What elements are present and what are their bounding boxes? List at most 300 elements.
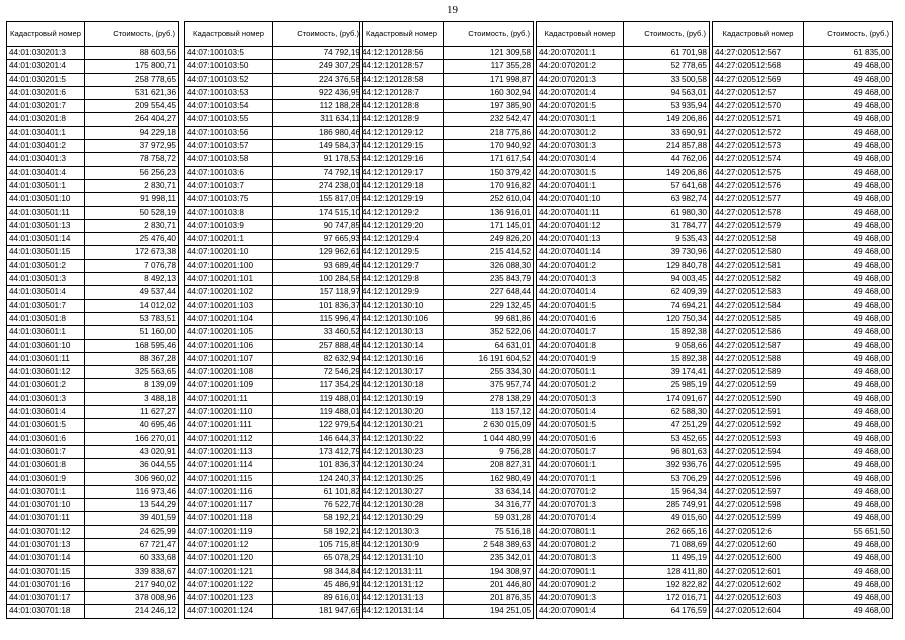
cadastral-number-cell: 44:12:120128:57 — [360, 60, 444, 73]
table-row — [185, 432, 363, 445]
cost-cell: 115 996,47 — [273, 312, 363, 325]
cadastral-number-cell: 44:20:070401:13 — [537, 233, 624, 246]
cadastral-number-cell: 44:12:120130:23 — [360, 445, 444, 458]
cadastral-number-cell: 44:12:120129:17 — [360, 166, 444, 179]
table-row — [7, 366, 179, 379]
cadastral-number-cell: 44:07:100201:118 — [185, 512, 273, 525]
table-row — [185, 259, 363, 272]
table-row — [537, 459, 710, 472]
table-row — [185, 499, 363, 512]
cost-cell: 149 584,37 — [273, 140, 363, 153]
cadastral-number-cell: 44:27:020512:596 — [713, 472, 804, 485]
cost-cell: 49 468,00 — [804, 179, 893, 192]
cadastral-number-cell: 44:12:120129:8 — [360, 273, 444, 286]
cost-cell: 378 008,96 — [85, 592, 179, 605]
table-row — [537, 552, 710, 565]
cadastral-number-cell: 44:01:030201:6 — [7, 86, 85, 99]
table-row — [713, 312, 893, 325]
cadastral-number-cell: 44:07:100201:117 — [185, 499, 273, 512]
header-cadastral-number: Кадастровый номер — [713, 22, 804, 47]
cost-cell: 61 980,30 — [624, 206, 710, 219]
cadastral-number-cell: 44:27:020512:597 — [713, 485, 804, 498]
cost-cell: 56 256,23 — [85, 166, 179, 179]
cadastral-number-cell: 44:12:120131:11 — [360, 565, 444, 578]
cost-cell: 89 616,01 — [273, 592, 363, 605]
table-row — [7, 73, 179, 86]
cadastral-number-cell: 44:07:100103:52 — [185, 73, 273, 86]
table-row — [7, 193, 179, 206]
cadastral-number-cell: 44:07:100103:9 — [185, 219, 273, 232]
table-row — [713, 512, 893, 525]
cadastral-number-cell: 44:27:020512:6 — [713, 525, 804, 538]
cadastral-number-cell: 44:07:100201:102 — [185, 286, 273, 299]
table-row — [7, 565, 179, 578]
cadastral-number-cell: 44:27:020512:572 — [713, 126, 804, 139]
cost-cell: 31 784,77 — [624, 219, 710, 232]
cadastral-number-cell: 44:20:070201:5 — [537, 100, 624, 113]
cadastral-number-cell: 44:01:030701:14 — [7, 552, 85, 565]
cadastral-number-cell: 44:20:070801:2 — [537, 538, 624, 551]
cost-cell: 39 174,41 — [624, 366, 710, 379]
cost-cell: 40 695,46 — [85, 419, 179, 432]
cost-cell: 43 020,91 — [85, 445, 179, 458]
cost-cell: 49 468,00 — [804, 60, 893, 73]
cost-cell: 113 157,12 — [444, 406, 534, 419]
cost-cell: 93 689,46 — [273, 259, 363, 272]
table-row — [185, 219, 363, 232]
cadastral-number-cell: 44:07:100201:104 — [185, 312, 273, 325]
cadastral-number-cell: 44:20:070501:1 — [537, 366, 624, 379]
table-row — [713, 419, 893, 432]
table-row — [360, 233, 534, 246]
cost-cell: 58 192,21 — [273, 512, 363, 525]
cost-cell: 208 827,31 — [444, 459, 534, 472]
cadastral-number-cell: 44:01:030701:16 — [7, 578, 85, 591]
table-row — [537, 86, 710, 99]
cadastral-number-cell: 44:01:030601:8 — [7, 459, 85, 472]
cost-cell: 3 488,18 — [85, 392, 179, 405]
table-row — [360, 193, 534, 206]
cost-cell: 172 016,71 — [624, 592, 710, 605]
table-row — [713, 565, 893, 578]
cadastral-number-cell: 44:12:120130:19 — [360, 392, 444, 405]
table-row — [537, 406, 710, 419]
cost-cell: 49 468,00 — [804, 193, 893, 206]
cadastral-number-cell: 44:07:100201:121 — [185, 565, 273, 578]
table-row — [7, 179, 179, 192]
cadastral-number-cell: 44:01:030201:5 — [7, 73, 85, 86]
cost-cell: 235 342,01 — [444, 552, 534, 565]
cost-cell: 15 892,38 — [624, 326, 710, 339]
table-row — [185, 406, 363, 419]
table-row — [360, 339, 534, 352]
cadastral-number-cell: 44:12:120130:25 — [360, 472, 444, 485]
table-row — [185, 193, 363, 206]
cadastral-number-cell: 44:12:120130:24 — [360, 459, 444, 472]
cost-cell: 249 307,29 — [273, 60, 363, 73]
cadastral-number-cell: 44:07:100201:115 — [185, 472, 273, 485]
cost-cell: 224 376,58 — [273, 73, 363, 86]
cadastral-number-cell: 44:07:100201:107 — [185, 352, 273, 365]
table-row — [713, 432, 893, 445]
cadastral-number-cell: 44:07:100201:111 — [185, 419, 273, 432]
table-row — [185, 392, 363, 405]
cost-cell: 49 468,00 — [804, 578, 893, 591]
table-row — [713, 153, 893, 166]
cost-cell: 49 468,00 — [804, 472, 893, 485]
table-row — [185, 538, 363, 551]
table-header-row — [7, 22, 179, 47]
table-row — [713, 86, 893, 99]
table-row — [7, 312, 179, 325]
cost-cell: 121 309,58 — [444, 47, 534, 60]
cost-cell: 306 960,02 — [85, 472, 179, 485]
table-row — [360, 126, 534, 139]
cadastral-number-cell: 44:12:120130:14 — [360, 339, 444, 352]
cost-cell: 15 892,38 — [624, 352, 710, 365]
table-row — [7, 472, 179, 485]
table-row — [537, 140, 710, 153]
cadastral-number-cell: 44:01:030401:4 — [7, 166, 85, 179]
table-row — [360, 47, 534, 60]
cost-cell: 258 778,65 — [85, 73, 179, 86]
table-row — [185, 419, 363, 432]
cadastral-number-cell: 44:20:070201:4 — [537, 86, 624, 99]
cadastral-number-cell: 44:12:120129:7 — [360, 259, 444, 272]
cadastral-number-cell: 44:20:070401:12 — [537, 219, 624, 232]
cost-cell: 49 468,00 — [804, 552, 893, 565]
cadastral-number-cell: 44:27:020512:573 — [713, 140, 804, 153]
cost-cell: 49 468,00 — [804, 140, 893, 153]
cost-cell: 235 843,79 — [444, 273, 534, 286]
cost-cell: 192 822,82 — [624, 578, 710, 591]
table-row — [537, 605, 710, 618]
table-row — [360, 552, 534, 565]
cadastral-number-cell: 44:12:120130:22 — [360, 432, 444, 445]
cadastral-number-cell: 44:07:100103:57 — [185, 140, 273, 153]
table-row — [7, 166, 179, 179]
cost-cell: 49 468,00 — [804, 459, 893, 472]
cadastral-number-cell: 44:20:070501:3 — [537, 392, 624, 405]
cadastral-number-cell: 44:27:020512:581 — [713, 259, 804, 272]
table-row — [713, 485, 893, 498]
registry-table — [712, 21, 893, 619]
cost-cell: 49 468,00 — [804, 366, 893, 379]
cadastral-number-cell: 44:07:100201:103 — [185, 299, 273, 312]
cadastral-number-cell: 44:01:030501:1 — [7, 179, 85, 192]
table-row — [185, 312, 363, 325]
table-row — [360, 219, 534, 232]
cadastral-number-cell: 44:12:120129:18 — [360, 179, 444, 192]
cost-cell: 55 651,50 — [804, 525, 893, 538]
header-cost: Стоимость, (руб.) — [444, 22, 534, 47]
table-row — [537, 565, 710, 578]
cost-cell: 262 665,16 — [624, 525, 710, 538]
cadastral-number-cell: 44:27:020512:580 — [713, 246, 804, 259]
table-row — [537, 126, 710, 139]
cadastral-number-cell: 44:12:120129:16 — [360, 153, 444, 166]
table-row — [185, 605, 363, 618]
cadastral-number-cell: 44:07:100201:10 — [185, 246, 273, 259]
cost-cell: 274 238,01 — [273, 179, 363, 192]
cost-cell: 49 468,00 — [804, 113, 893, 126]
cost-cell: 61 101,82 — [273, 485, 363, 498]
table-row — [185, 86, 363, 99]
cadastral-number-cell: 44:20:070501:6 — [537, 432, 624, 445]
cadastral-number-cell: 44:12:120131:12 — [360, 578, 444, 591]
table-row — [713, 259, 893, 272]
table-row — [7, 140, 179, 153]
cadastral-number-cell: 44:27:020512:582 — [713, 273, 804, 286]
cadastral-number-cell: 44:01:030501:15 — [7, 246, 85, 259]
cost-cell: 129 840,78 — [624, 259, 710, 272]
cadastral-number-cell: 44:07:100103:50 — [185, 60, 273, 73]
table-row — [713, 578, 893, 591]
table-row — [537, 592, 710, 605]
cost-cell: 278 138,29 — [444, 392, 534, 405]
cadastral-number-cell: 44:07:100201:109 — [185, 379, 273, 392]
table-row — [537, 312, 710, 325]
cadastral-number-cell: 44:12:120130:28 — [360, 499, 444, 512]
cadastral-number-cell: 44:20:070301:1 — [537, 113, 624, 126]
cost-cell: 9 535,43 — [624, 233, 710, 246]
table-row — [185, 459, 363, 472]
cost-cell: 49 468,00 — [804, 100, 893, 113]
cadastral-number-cell: 44:12:120131:10 — [360, 552, 444, 565]
cadastral-number-cell: 44:07:100103:6 — [185, 166, 273, 179]
cadastral-number-cell: 44:12:120130:3 — [360, 525, 444, 538]
cadastral-number-cell: 44:20:070401:10 — [537, 193, 624, 206]
table-row — [360, 352, 534, 365]
table-row — [713, 73, 893, 86]
table-row — [360, 592, 534, 605]
table-row — [7, 219, 179, 232]
cost-cell: 49 468,00 — [804, 259, 893, 272]
cadastral-number-cell: 44:12:120128:58 — [360, 73, 444, 86]
table-row — [185, 366, 363, 379]
cadastral-number-cell: 44:27:020512:578 — [713, 206, 804, 219]
cost-cell: 11 627,27 — [85, 406, 179, 419]
table-row — [360, 312, 534, 325]
table-row — [7, 592, 179, 605]
cost-cell: 9 058,66 — [624, 339, 710, 352]
cadastral-number-cell: 44:07:100201:106 — [185, 339, 273, 352]
table-body — [537, 47, 710, 619]
cost-cell: 61 835,00 — [804, 47, 893, 60]
table-header-row — [537, 22, 710, 47]
table-body — [7, 47, 179, 619]
cadastral-number-cell: 44:12:120130:18 — [360, 379, 444, 392]
table-row — [185, 73, 363, 86]
cadastral-number-cell: 44:20:070201:2 — [537, 60, 624, 73]
cadastral-number-cell: 44:27:020512:591 — [713, 406, 804, 419]
table-row — [713, 273, 893, 286]
cost-cell: 91 178,53 — [273, 153, 363, 166]
table-row — [537, 100, 710, 113]
table-row — [360, 259, 534, 272]
cadastral-number-cell: 44:07:100201:11 — [185, 392, 273, 405]
header-cost: Стоимость, (руб.) — [273, 22, 363, 47]
cadastral-number-cell: 44:20:070701:1 — [537, 472, 624, 485]
cadastral-number-cell: 44:07:100201:101 — [185, 273, 273, 286]
table-row — [360, 273, 534, 286]
cost-cell: 33 690,91 — [624, 126, 710, 139]
cadastral-number-cell: 44:07:100201:1 — [185, 233, 273, 246]
cost-cell: 214 246,12 — [85, 605, 179, 618]
cost-cell: 74 792,19 — [273, 166, 363, 179]
cost-cell: 112 188,28 — [273, 100, 363, 113]
table-row — [185, 60, 363, 73]
table-row — [537, 259, 710, 272]
cadastral-number-cell: 44:07:100201:110 — [185, 406, 273, 419]
cost-cell: 74 792,19 — [273, 47, 363, 60]
cadastral-number-cell: 44:07:100103:55 — [185, 113, 273, 126]
table-row — [537, 286, 710, 299]
table-row — [537, 578, 710, 591]
cost-cell: 62 409,39 — [624, 286, 710, 299]
cost-cell: 49 468,00 — [804, 166, 893, 179]
cadastral-number-cell: 44:27:020512:576 — [713, 179, 804, 192]
cost-cell: 74 694,21 — [624, 299, 710, 312]
cost-cell: 214 857,88 — [624, 140, 710, 153]
table-row — [713, 166, 893, 179]
cadastral-number-cell: 44:27:020512:575 — [713, 166, 804, 179]
cadastral-number-cell: 44:20:070401:2 — [537, 259, 624, 272]
table-row — [360, 179, 534, 192]
cadastral-number-cell: 44:12:120129:12 — [360, 126, 444, 139]
cadastral-number-cell: 44:01:030601:4 — [7, 406, 85, 419]
cost-cell: 39 401,59 — [85, 512, 179, 525]
cadastral-number-cell: 44:27:020512:585 — [713, 312, 804, 325]
header-cost: Стоимость, (руб.) — [624, 22, 710, 47]
cost-cell: 2 548 389,63 — [444, 538, 534, 551]
cadastral-number-cell: 44:27:020512:570 — [713, 100, 804, 113]
table-header-row — [185, 22, 363, 47]
cost-cell: 49 468,00 — [804, 592, 893, 605]
table-row — [713, 299, 893, 312]
table-row — [7, 552, 179, 565]
cadastral-number-cell: 44:07:100201:113 — [185, 445, 273, 458]
cost-cell: 25 985,19 — [624, 379, 710, 392]
cost-cell: 33 634,14 — [444, 485, 534, 498]
cadastral-number-cell: 44:01:030601:1 — [7, 326, 85, 339]
cadastral-number-cell: 44:01:030601:7 — [7, 445, 85, 458]
cadastral-number-cell: 44:12:120129:4 — [360, 233, 444, 246]
cadastral-number-cell: 44:07:100201:12 — [185, 538, 273, 551]
table-row — [713, 352, 893, 365]
cost-cell: 2 630 015,09 — [444, 419, 534, 432]
cadastral-number-cell: 44:12:120130:16 — [360, 352, 444, 365]
cadastral-number-cell: 44:27:020512:583 — [713, 286, 804, 299]
cadastral-number-cell: 44:27:020512:574 — [713, 153, 804, 166]
cadastral-number-cell: 44:20:070401:7 — [537, 326, 624, 339]
cadastral-number-cell: 44:12:120128:8 — [360, 100, 444, 113]
cadastral-number-cell: 44:07:100201:114 — [185, 459, 273, 472]
cost-cell: 146 644,37 — [273, 432, 363, 445]
cost-cell: 49 468,00 — [804, 206, 893, 219]
table-row — [713, 140, 893, 153]
cost-cell: 96 801,63 — [624, 445, 710, 458]
header-cost: Стоимость, (руб.) — [804, 22, 893, 47]
cadastral-number-cell: 44:12:120130:9 — [360, 538, 444, 551]
cost-cell: 49 468,00 — [804, 445, 893, 458]
cadastral-number-cell: 44:07:100103:7 — [185, 179, 273, 192]
cost-cell: 49 468,00 — [804, 326, 893, 339]
cadastral-number-cell: 44:01:030401:3 — [7, 153, 85, 166]
table-row — [537, 206, 710, 219]
header-cost: Стоимость, (руб.) — [85, 22, 179, 47]
cost-cell: 119 488,01 — [273, 406, 363, 419]
cost-cell: 117 355,28 — [444, 60, 534, 73]
cost-cell: 50 528,19 — [85, 206, 179, 219]
table-row — [360, 166, 534, 179]
cadastral-number-cell: 44:27:020512:600 — [713, 552, 804, 565]
cadastral-number-cell: 44:27:020512:579 — [713, 219, 804, 232]
cost-cell: 49 468,00 — [804, 392, 893, 405]
cost-cell: 150 379,42 — [444, 166, 534, 179]
cadastral-number-cell: 44:01:030701:13 — [7, 538, 85, 551]
cost-cell: 49 468,00 — [804, 538, 893, 551]
table-row — [537, 233, 710, 246]
table-row — [360, 538, 534, 551]
table-row — [713, 326, 893, 339]
table-row — [7, 512, 179, 525]
cost-cell: 91 998,11 — [85, 193, 179, 206]
table-row — [7, 86, 179, 99]
cadastral-number-cell: 44:20:070401:3 — [537, 273, 624, 286]
cost-cell: 168 595,46 — [85, 339, 179, 352]
cost-cell: 53 452,65 — [624, 432, 710, 445]
table-row — [360, 73, 534, 86]
cost-cell: 75 516,18 — [444, 525, 534, 538]
cadastral-number-cell: 44:20:070601:1 — [537, 459, 624, 472]
cost-cell: 49 468,00 — [804, 233, 893, 246]
cadastral-number-cell: 44:20:070801:1 — [537, 525, 624, 538]
table-row — [360, 578, 534, 591]
table-row — [185, 47, 363, 60]
cost-cell: 49 468,00 — [804, 286, 893, 299]
table-row — [185, 565, 363, 578]
cadastral-number-cell: 44:07:100201:119 — [185, 525, 273, 538]
table-row — [360, 459, 534, 472]
table-row — [360, 525, 534, 538]
table-row — [537, 392, 710, 405]
cadastral-number-cell: 44:27:020512:60 — [713, 538, 804, 551]
cadastral-number-cell: 44:12:120131:13 — [360, 592, 444, 605]
cadastral-number-cell: 44:01:030701:11 — [7, 512, 85, 525]
cadastral-number-cell: 44:20:070401:11 — [537, 206, 624, 219]
cadastral-number-cell: 44:20:070901:3 — [537, 592, 624, 605]
cost-cell: 124 240,37 — [273, 472, 363, 485]
cadastral-number-cell: 44:20:070401:8 — [537, 339, 624, 352]
table-row — [185, 326, 363, 339]
table-row — [713, 472, 893, 485]
cost-cell: 94 003,45 — [624, 273, 710, 286]
table-row — [185, 273, 363, 286]
cadastral-number-cell: 44:01:030201:7 — [7, 100, 85, 113]
table-row — [537, 525, 710, 538]
cost-cell: 16 191 604,52 — [444, 352, 534, 365]
cadastral-number-cell: 44:01:030701:12 — [7, 525, 85, 538]
cost-cell: 49 537,44 — [85, 286, 179, 299]
cadastral-number-cell: 44:01:030501:7 — [7, 299, 85, 312]
cost-cell: 94 229,18 — [85, 126, 179, 139]
cost-cell: 53 935,94 — [624, 100, 710, 113]
cadastral-number-cell: 44:12:120130:10 — [360, 299, 444, 312]
cost-cell: 61 701,98 — [624, 47, 710, 60]
cost-cell: 90 747,85 — [273, 219, 363, 232]
table-row — [360, 472, 534, 485]
